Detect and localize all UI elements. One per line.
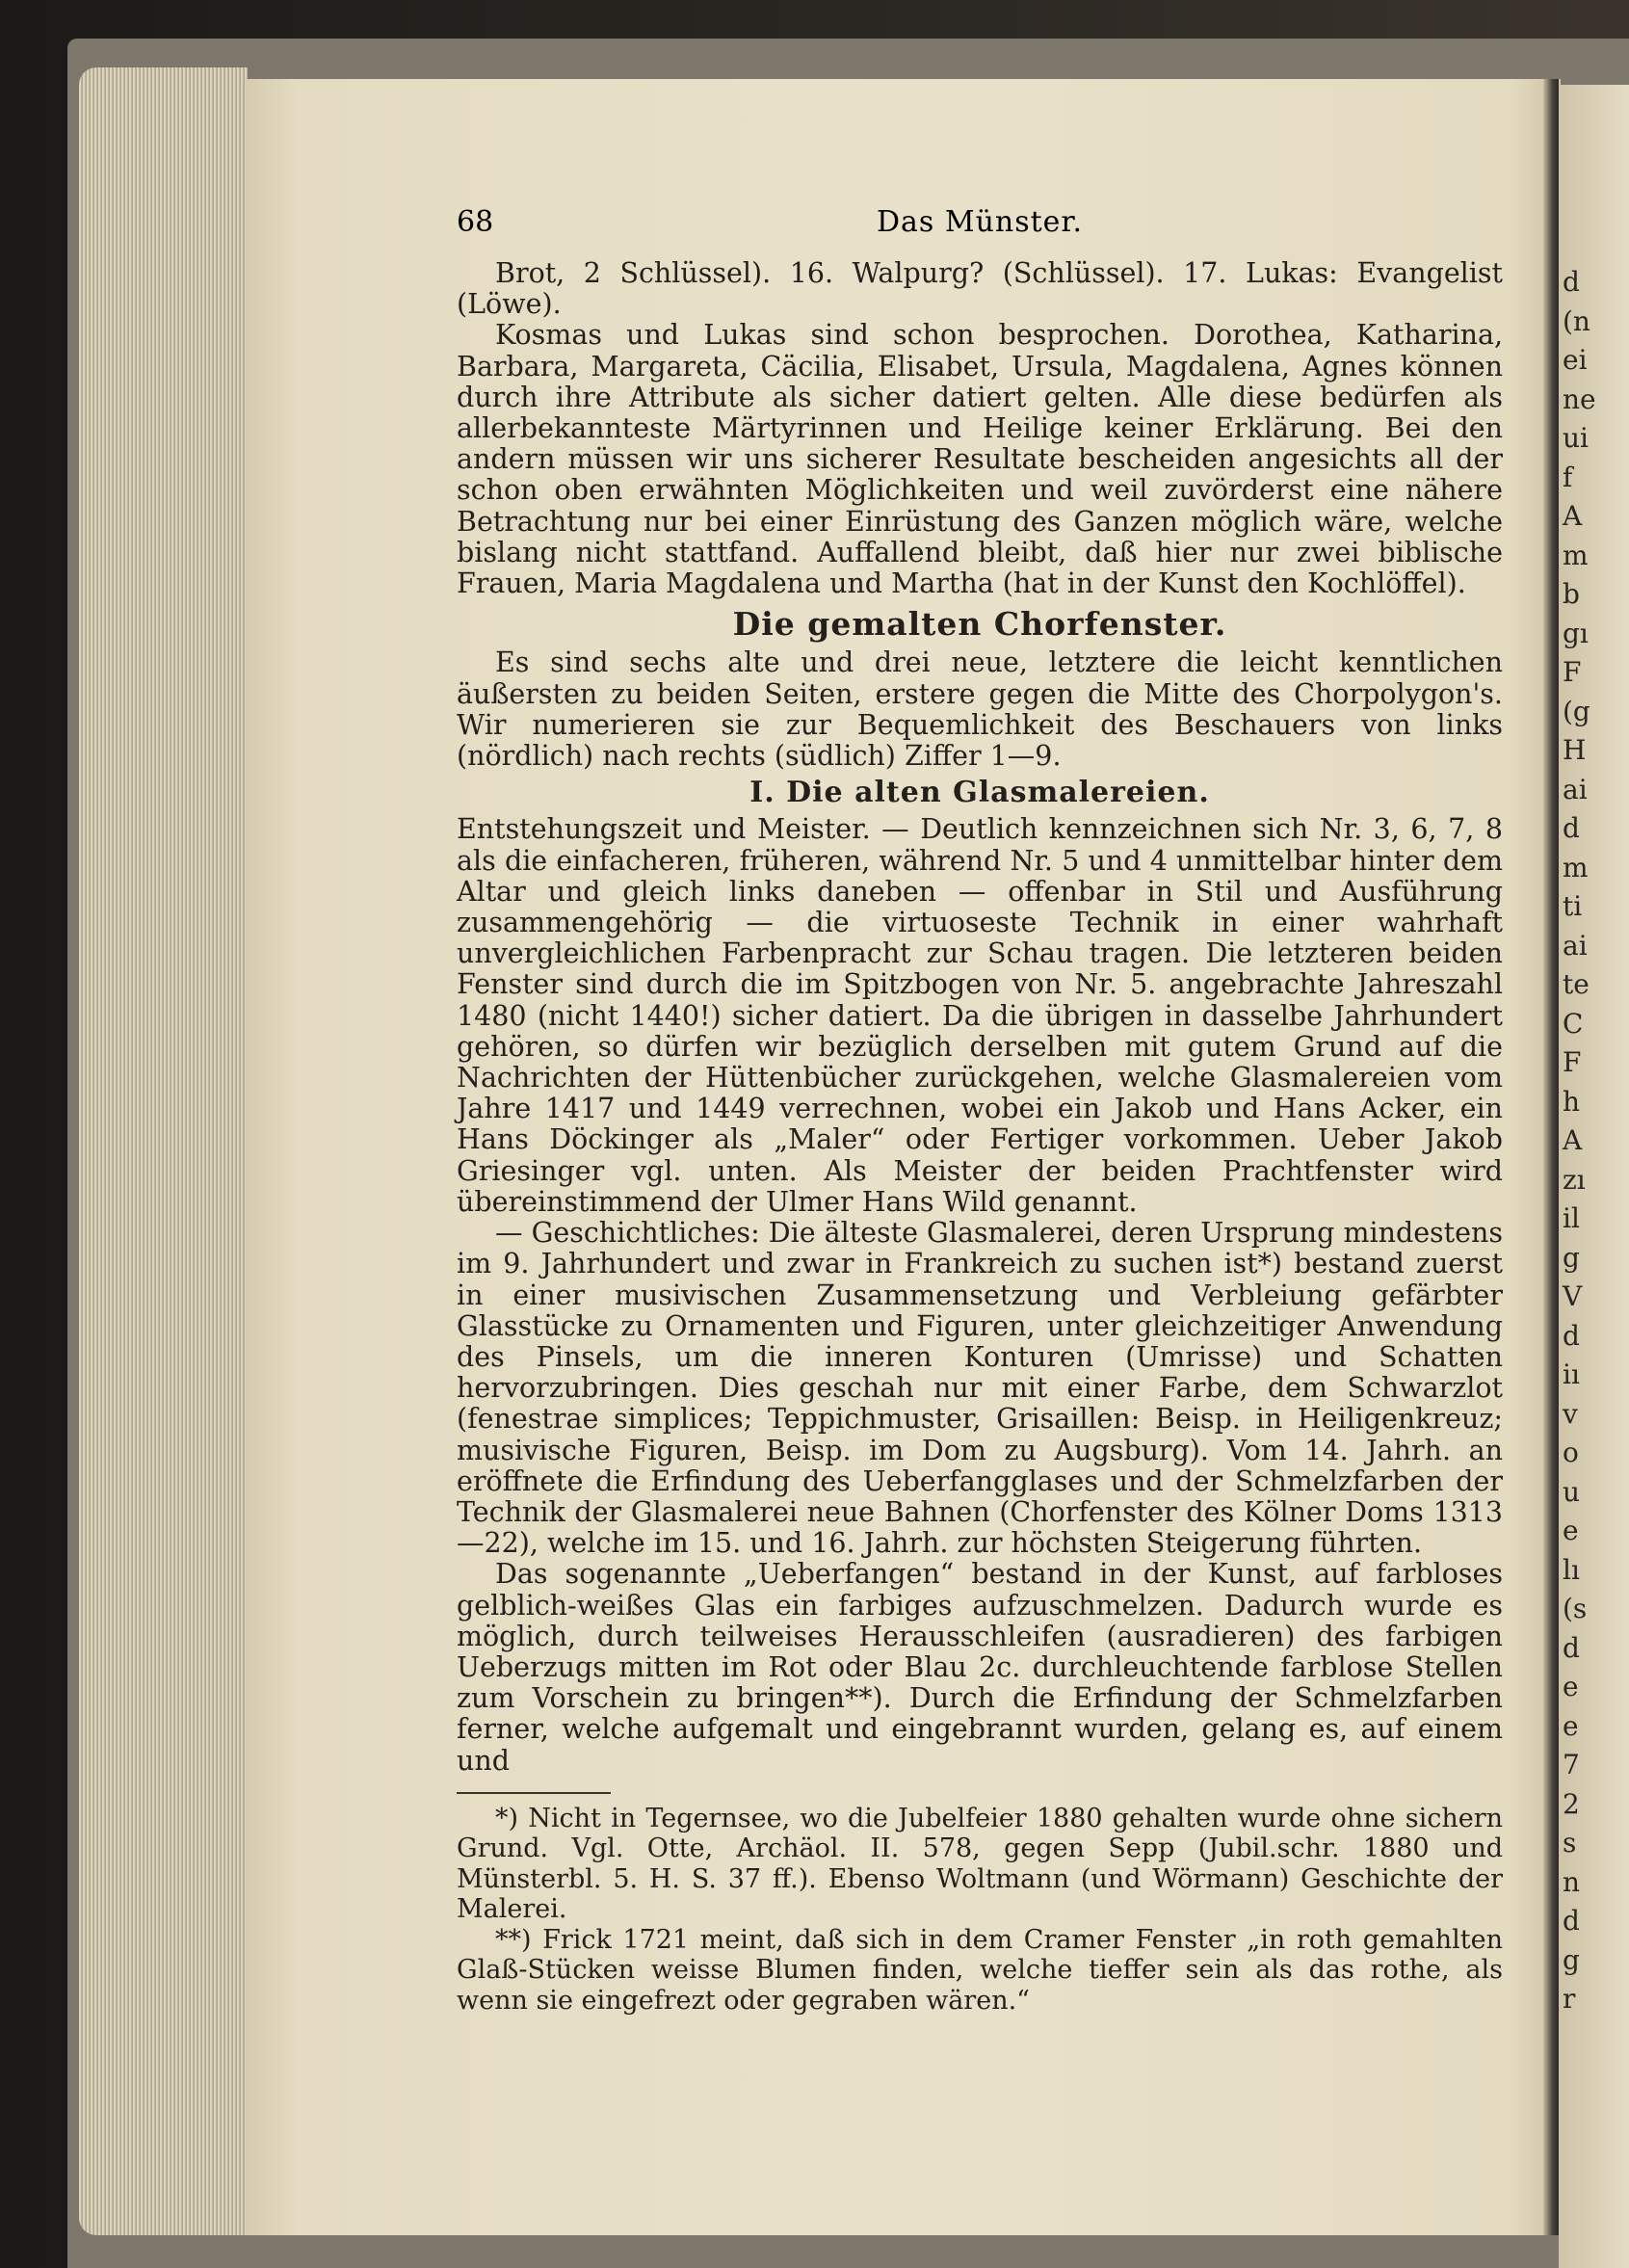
next-page-fragment: d xyxy=(1563,1631,1580,1664)
next-page-fragment: n xyxy=(1563,1865,1581,1898)
next-page-fragment: ai xyxy=(1563,773,1588,805)
paragraph: Das sogenannte „Ueberfangen“ bestand in der Kunst, auf farbloses gelblich-weißes Glas ein farbiges aufzuschmelzen. Dadurch wurde es möglich, durch teilweises Herausschleifen (ausradieren) des farbigen Ueberzugs mitten im Rot oder Blau 2c. durchleuchtende farblose Stellen zum Vorschein zu bringen**). Durch die Erfindung der Schmelzfarben ferner, welche aufgemalt und eingebrannt wurden, gelang es, auf einem und xyxy=(457,1558,1503,1777)
next-page-fragment: o xyxy=(1563,1437,1579,1468)
paragraph: Kosmas und Lukas sind schon besprochen. Dorothea, Katharina, Barbara, Margareta, Cäcilia, Elisabet, Ursula, Magdalena, Agnes können durch ihre Attribute als sicher datiert gelten. Alle diese bedürfen als allerbekannteste Märtyrinnen und Heilige keiner Erklärung. Bei den andern müssen wir uns sicherer Resultate bescheiden angesichts all der schon oben erwähnten Möglichkeiten und weil zuvörderst eine nähere Betrachtung nur bei einer Einrüstung des Ganzen möglich wäre, welche bislang nicht stattfand. Auffallend bleibt, daß hier nur zwei biblische Frauen, Maria Magdalena und Martha (hat in der Kunst den Kochlöffel). xyxy=(457,319,1503,600)
running-title: Das Münster. xyxy=(876,205,1084,239)
next-page-fragment: il xyxy=(1563,1202,1580,1234)
next-page-fragment: (s xyxy=(1563,1593,1588,1624)
paragraph: Brot, 2 Schlüssel). 16. Walpurg? (Schlüssel). 17. Lukas: Evangelist (Löwe). xyxy=(457,257,1503,321)
next-page-fragment: ui xyxy=(1563,422,1589,454)
next-page-fragment: H xyxy=(1563,734,1587,766)
page-edges xyxy=(79,67,248,2235)
page-gutter xyxy=(1543,79,1559,2235)
next-page-fragment: 7 xyxy=(1563,1749,1580,1780)
next-page-fragment: F xyxy=(1563,656,1582,688)
subsection-heading: I. Die alten Glasmalereien. xyxy=(749,776,1210,810)
next-page-fragment: lı xyxy=(1563,1553,1580,1586)
next-page-fragment: ti xyxy=(1563,890,1583,922)
next-page-fragment: C xyxy=(1563,1007,1584,1040)
next-page-fragment: V xyxy=(1563,1280,1583,1312)
next-page-fragment: (n xyxy=(1563,304,1590,337)
next-page-fragment: d xyxy=(1563,266,1580,298)
footnote: **) Frick 1721 meint, daß sich in dem Cramer Fenster „in roth gemahlten Glaß-Stücken weisse Blumen finden, welche tieffer sein als das rothe, als wenn sie eingefrezt oder gegraben wären.“ xyxy=(457,1924,1503,2016)
next-page-fragment: s xyxy=(1563,1827,1577,1859)
next-page-fragment: m xyxy=(1563,851,1589,883)
next-page-fragment: te xyxy=(1563,968,1590,1000)
paragraph: — Geschichtliches: Die älteste Glasmalerei, deren Ursprung mindestens im 9. Jahrhundert und zwar in Frankreich zu suchen ist*) bestand zuerst in einer musivischen Zusammensetzung und Verbleiung gefärbter Glasstücke zu Ornamenten und Figuren, unter gleichzeitiger Anwendung des Pinsels, um die inneren Konturen (Umrisse) und Schatten hervorzubringen. Dies geschah nur mit einer Farbe, dem Schwarzlot (fenestrae simplices; Teppichmuster, Grisaillen: Beisp. in Heiligenkreuz; musivische Figuren, Beisp. im Dom zu Augsburg). Vom 14. Jahrh. an eröffnete die Erfindung des Ueberfangglases und der Schmelzfarben der Technik der Glasmalerei neue Bahnen (Chorfenster des Kölner Doms 1313—22), welche im 15. und 16. Jahrh. zur höchsten Steigerung führten. xyxy=(457,1217,1503,1560)
next-page-fragment: r xyxy=(1563,1983,1576,2015)
next-page-fragment: d xyxy=(1563,1319,1580,1352)
next-page-fragment: F xyxy=(1563,1046,1582,1078)
page-header xyxy=(457,205,1503,244)
next-page-fragment: e xyxy=(1563,1671,1579,1702)
next-page-fragment: m xyxy=(1563,539,1589,571)
next-page-fragment: ei xyxy=(1563,344,1588,376)
next-page-fragment: gı xyxy=(1563,617,1589,649)
section-heading: Die gemalten Chorfenster. xyxy=(732,605,1227,644)
next-page-edge xyxy=(1559,85,1629,2268)
page-number: 68 xyxy=(457,205,494,239)
next-page-fragment: d xyxy=(1563,812,1580,844)
next-page-fragment: 2 xyxy=(1563,1787,1580,1820)
next-page-fragment: A xyxy=(1563,1124,1583,1156)
next-page-fragment: g xyxy=(1563,1943,1580,1976)
next-page-fragment: iı xyxy=(1563,1358,1580,1390)
next-page-fragment: ai xyxy=(1563,929,1588,962)
paragraph: Es sind sechs alte und drei neue, letztere die leicht kenntlichen äußersten zu beiden Seiten, erstere gegen die Mitte des Chorpolygon's. Wir numerieren sie zur Bequemlichkeit des Beschauers von links (nördlich) nach rechts (südlich) Ziffer 1—9. xyxy=(457,646,1503,773)
next-page-fragment: v xyxy=(1563,1397,1578,1430)
next-page-fragment: e xyxy=(1563,1709,1579,1742)
paragraph: Entstehungszeit und Meister. — Deutlich kennzeichnen sich Nr. 3, 6, 7, 8 als die einfacheren, früheren, während Nr. 5 und 4 unmittelbar hinter dem Altar und gleich links daneben — offenbar in Stil und Ausführung zusammengehörig — die virtuoseste Technik in einer wahrhaft unvergleichlichen Farbenpracht zur Schau tragen. Die letzteren beiden Fenster sind durch die im Spitzbogen von Nr. 5. angebrachte Jahreszahl 1480 (nicht 1440!) sicher datiert. Da die übrigen in dasselbe Jahrhundert gehören, so dürfen wir bezüglich derselben mit gutem Grund auf die Nachrichten der Hüttenbücher zurückgehen, welche Glasmalereien vom Jahre 1417 und 1449 verrechnen, wobei ein Jakob und Hans Acker, ein Hans Döckinger als „Maler“ oder Fertiger vorkommen. Ueber Jakob Griesinger vgl. unten. Als Meister der beiden Prachtfenster wird übereinstimmend der Ulmer Hans Wild genannt. xyxy=(457,813,1503,1218)
footnote: *) Nicht in Tegernsee, wo die Jubelfeier 1880 gehalten wurde ohne sichern Grund. Vgl. Otte, Archäol. II. 578, gegen Sepp (Jubil.schr. 1880 und Münsterbl. 5. H. S. 37 ff.). Ebenso Woltmann (und Wörmann) Geschichte der Malerei. xyxy=(457,1803,1503,1925)
footnote-rule xyxy=(457,1792,611,1794)
next-page-fragment: f xyxy=(1563,461,1573,493)
next-page-fragment: b xyxy=(1563,578,1580,610)
next-page-fragment: h xyxy=(1563,1085,1581,1118)
footnotes xyxy=(457,1804,1503,2017)
next-page-fragment: e xyxy=(1563,1515,1579,1546)
next-page-fragment: d xyxy=(1563,1905,1580,1937)
next-page-fragment: A xyxy=(1563,500,1583,532)
next-page-fragment: zı xyxy=(1563,1163,1586,1196)
next-page-fragment: (g xyxy=(1563,695,1590,727)
next-page-fragment: u xyxy=(1563,1475,1581,1508)
next-page-fragment: ne xyxy=(1563,382,1596,415)
next-page-fragment: g xyxy=(1563,1241,1580,1274)
page-body xyxy=(457,258,1503,2016)
